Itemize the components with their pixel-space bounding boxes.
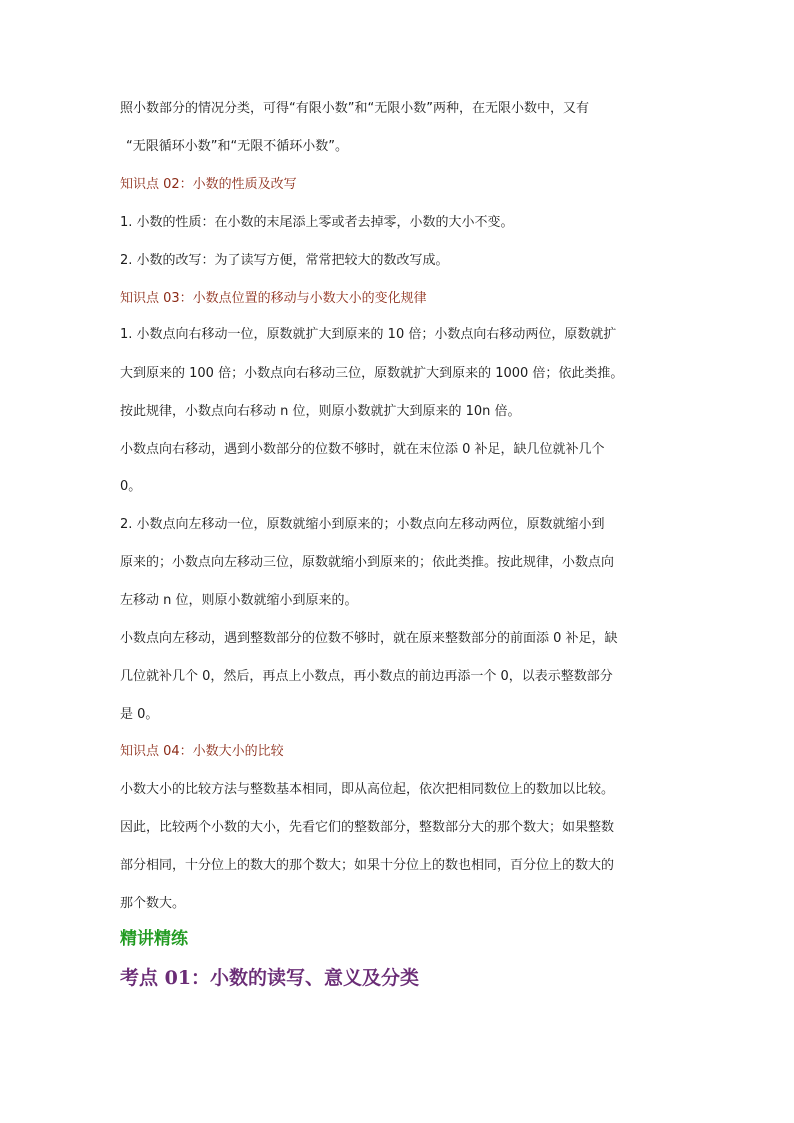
knowledge-point-heading: 知识点 04：小数大小的比较 bbox=[120, 744, 284, 759]
paragraph-line: 大到原来的 100 倍；小数点向右移动三位，原数就扩大到原来的 1000 倍；依此类推。 bbox=[120, 366, 624, 381]
paragraph-line: 小数点向右移动，遇到小数部分的位数不够时，就在末位添 0 补足，缺几位就补几个 bbox=[120, 442, 605, 457]
paragraph-line: 那个数大。 bbox=[120, 896, 186, 911]
practice-banner: 精讲精练 bbox=[120, 929, 188, 949]
paragraph-line: 照小数部分的情况分类，可得“有限小数”和“无限小数”两种，在无限小数中，又有 bbox=[120, 101, 589, 116]
paragraph-line: 因此，比较两个小数的大小，先看它们的整数部分，整数部分大的那个数大；如果整数 bbox=[120, 820, 615, 835]
paragraph-line: 小数大小的比较方法与整数基本相同，即从高位起，依次把相同数位上的数加以比较。 bbox=[120, 782, 615, 797]
paragraph-line: 2. 小数点向左移动一位，原数就缩小到原来的；小数点向左移动两位，原数就缩小到 bbox=[120, 517, 605, 532]
paragraph-line: 左移动 n 位，则原小数就缩小到原来的。 bbox=[120, 593, 358, 608]
paragraph-line: “无限循环小数”和“无限不循环小数”。 bbox=[126, 139, 348, 154]
paragraph-line: 0。 bbox=[120, 479, 142, 494]
knowledge-point-heading: 知识点 03：小数点位置的移动与小数大小的变化规律 bbox=[120, 291, 427, 306]
paragraph-line: 部分相同，十分位上的数大的那个数大；如果十分位上的数也相同，百分位上的数大的 bbox=[120, 858, 615, 873]
paragraph-line: 是 0。 bbox=[120, 707, 159, 722]
paragraph-line: 1. 小数点向右移动一位，原数就扩大到原来的 10 倍；小数点向右移动两位，原数就扩 bbox=[120, 327, 617, 342]
paragraph-line: 几位就补几个 0，然后，再点上小数点，再小数点的前边再添一个 0，以表示整数部分 bbox=[120, 669, 613, 684]
paragraph-line: 小数点向左移动，遇到整数部分的位数不够时，就在原来整数部分的前面添 0 补足，缺 bbox=[120, 631, 618, 646]
paragraph-line: 按此规律，小数点向右移动 n 位，则原小数就扩大到原来的 10n 倍。 bbox=[120, 404, 521, 419]
knowledge-point-heading: 知识点 02：小数的性质及改写 bbox=[120, 177, 297, 192]
section-title: 考点 01：小数的读写、意义及分类 bbox=[120, 967, 420, 989]
paragraph-line: 1. 小数的性质：在小数的末尾添上零或者去掉零，小数的大小不变。 bbox=[120, 215, 514, 230]
paragraph-line: 原来的；小数点向左移动三位，原数就缩小到原来的；依此类推。按此规律，小数点向 bbox=[120, 555, 615, 570]
paragraph-line: 2. 小数的改写：为了读写方便，常常把较大的数改写成。 bbox=[120, 253, 449, 268]
